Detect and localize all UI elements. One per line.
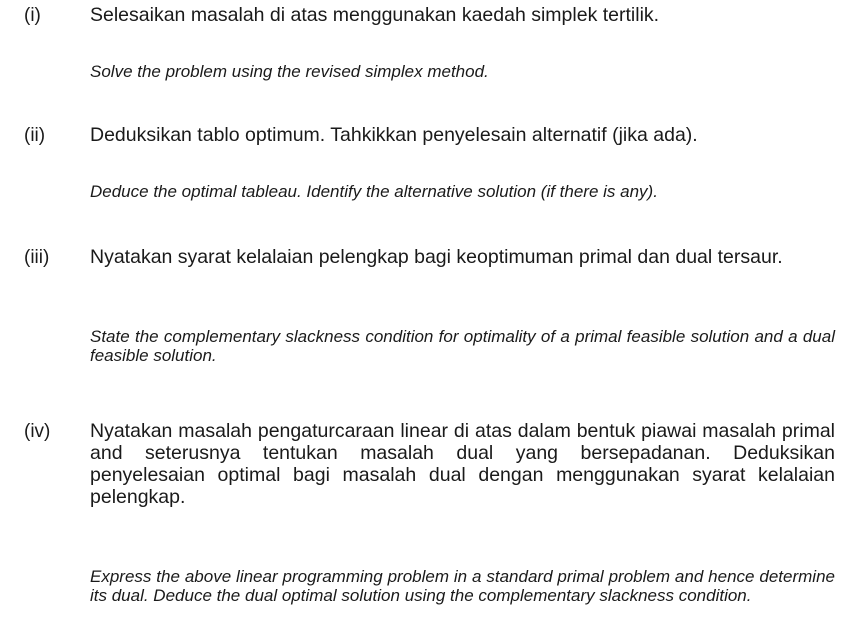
question-number: (i) <box>24 5 41 26</box>
question-text-english: Deduce the optimal tableau. Identify the alternative solution (if there is any). <box>90 182 658 201</box>
question-text-english: Solve the problem using the revised simplex method. <box>90 62 489 81</box>
question-number: (ii) <box>24 125 46 146</box>
question-text-malay: Nyatakan syarat kelalaian pelengkap bagi keoptimuman primal dan dual tersaur. <box>90 246 783 268</box>
question-text-malay: Nyatakan masalah pengaturcaraan linear di atas dalam bentuk piawai masalah primal and seterusnya tentukan masalah dual yang bersepadanan. Deduksikan penyelesaian optimal bagi masalah dual dengan menggunakan syarat kelalaian pelengkap. <box>90 420 835 508</box>
question-text-english: State the complementary slackness condition for optimality of a primal feasible solution and a dual feasible solution. <box>90 327 835 365</box>
question-text-malay: Deduksikan tablo optimum. Tahkikkan penyelesain alternatif (jika ada). <box>90 124 698 146</box>
question-number: (iii) <box>24 247 50 268</box>
question-number: (iv) <box>24 421 51 442</box>
question-text-english: Express the above linear programming problem in a standard primal problem and hence determine its dual. Deduce the dual optimal solution using the complementary slackness condition. <box>90 567 835 605</box>
question-text-malay: Selesaikan masalah di atas menggunakan kaedah simplek tertilik. <box>90 4 660 26</box>
